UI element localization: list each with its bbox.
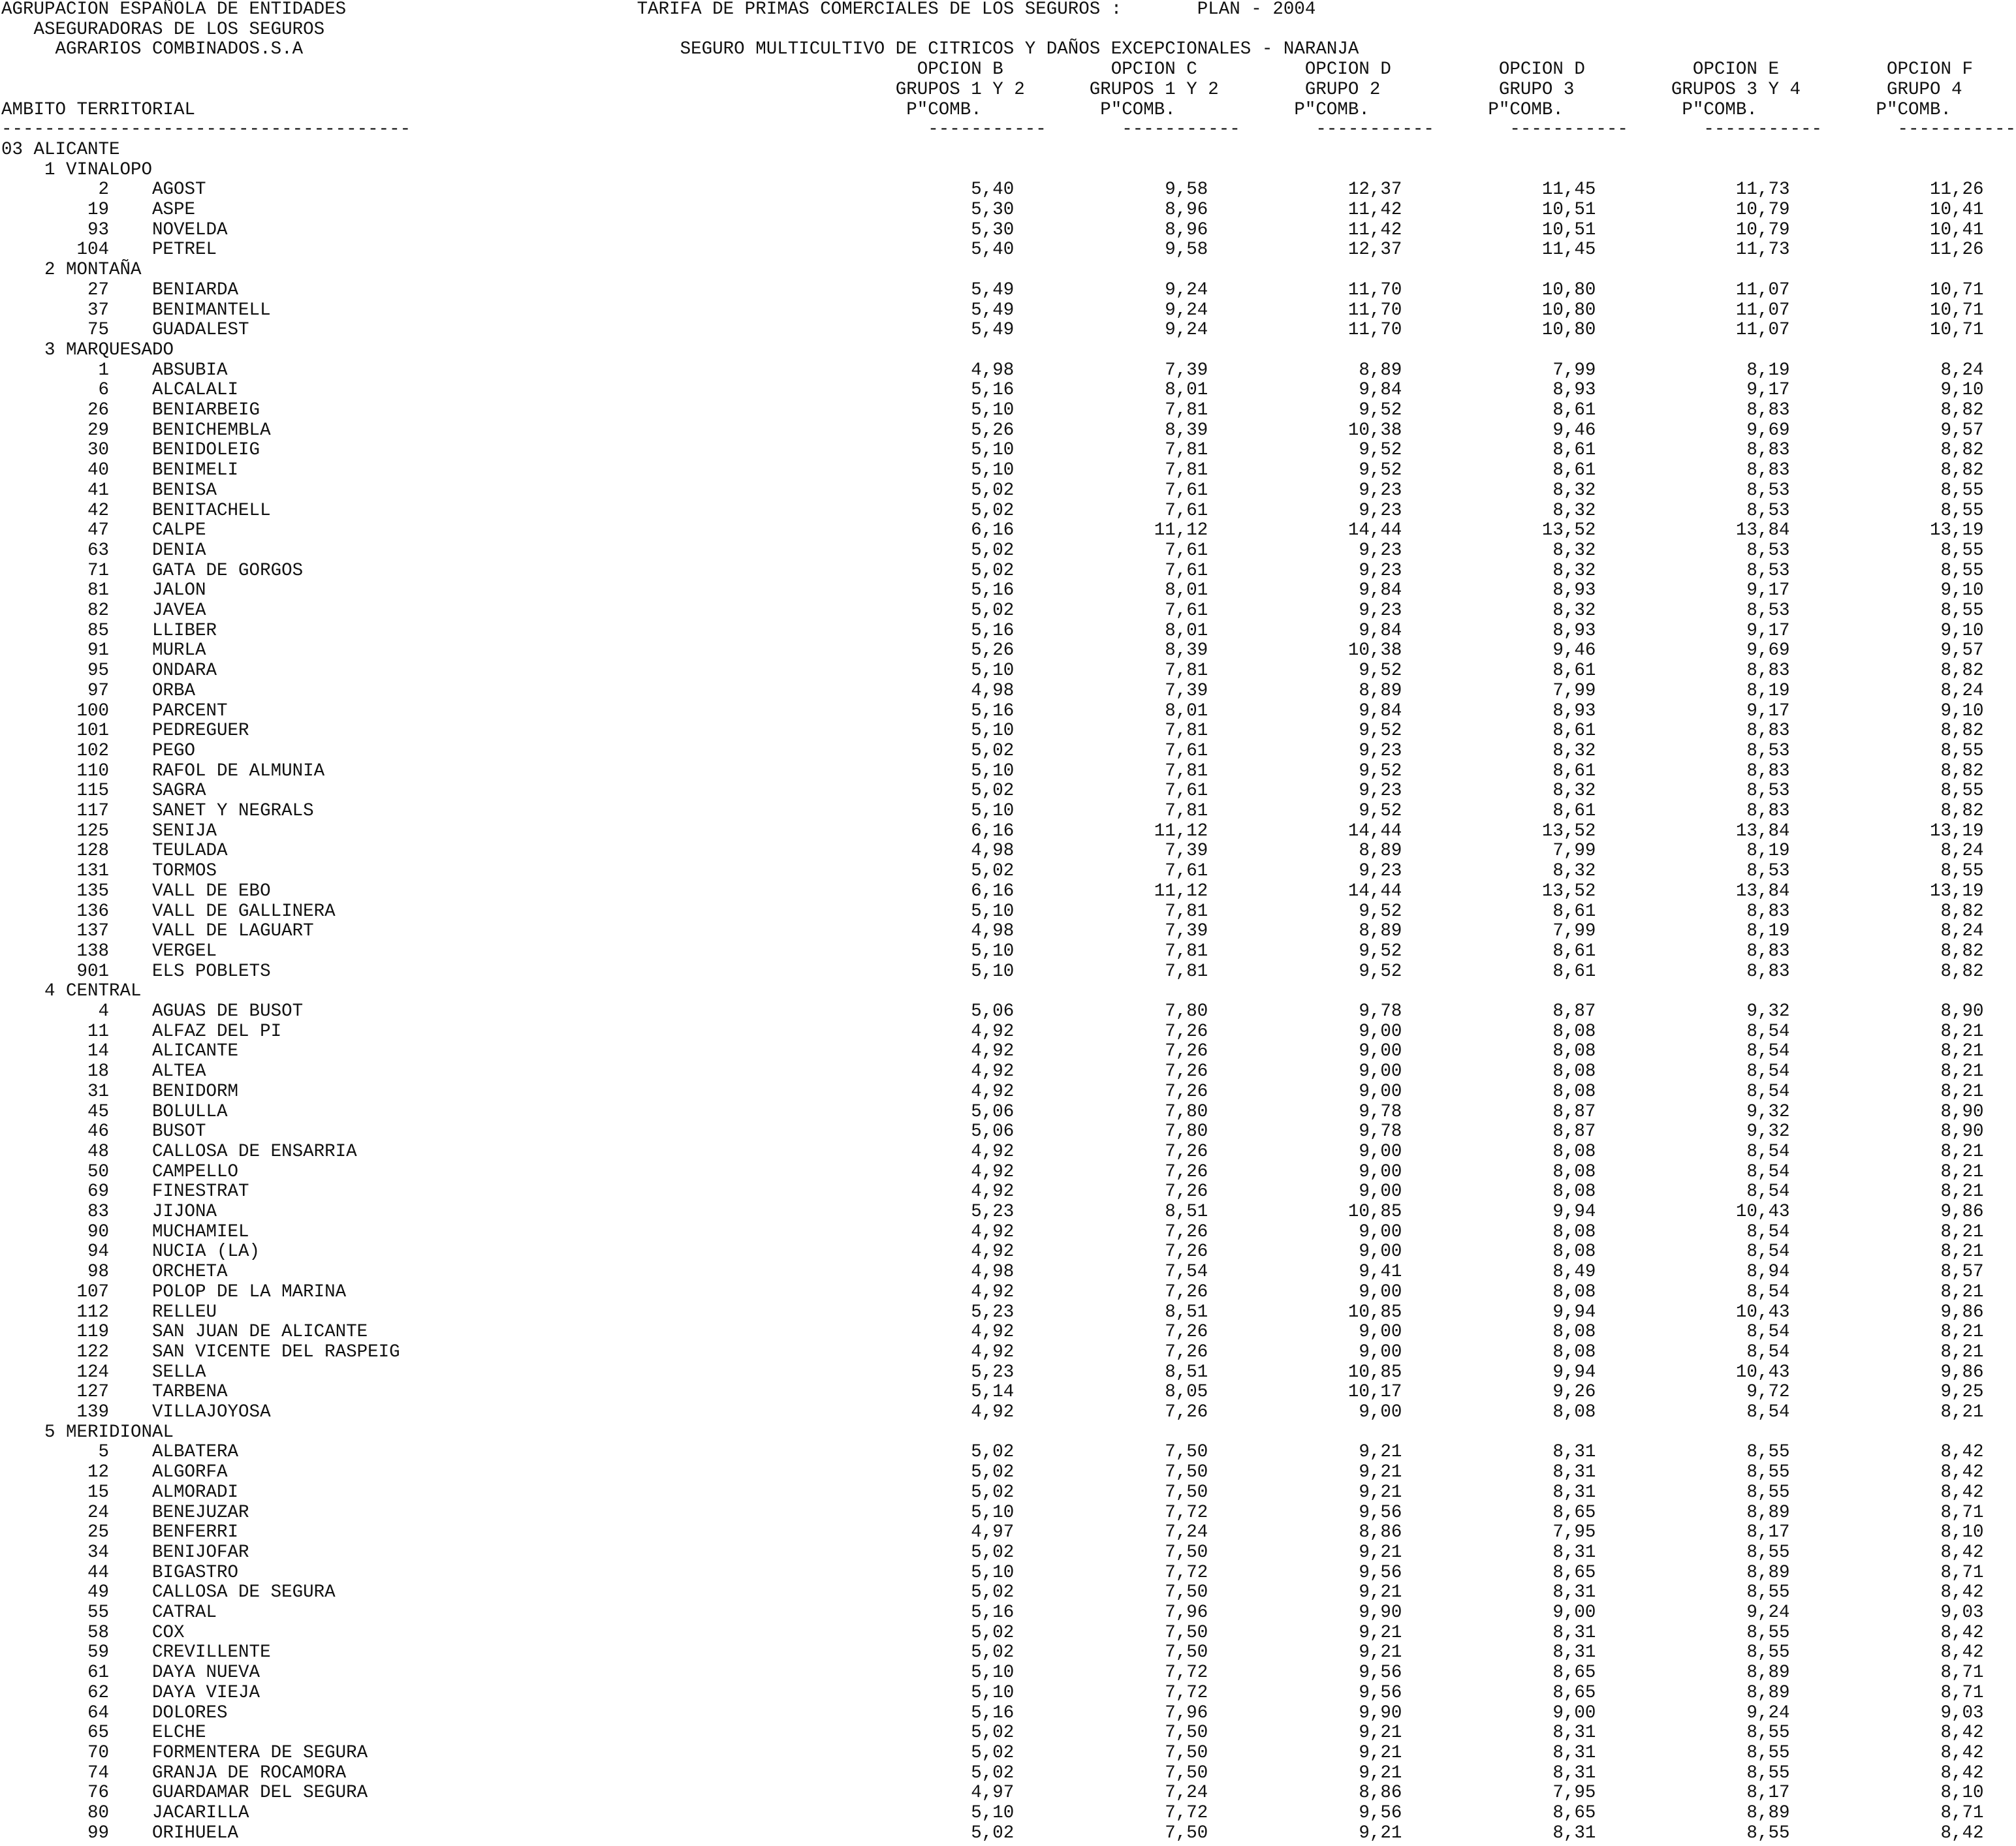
table-row: 45 BOLULLA 5,06 7,80 9,78 8,87 9,32 8,90 bbox=[1, 1101, 1984, 1122]
table-row: 128 TEULADA 4,98 7,39 8,89 7,99 8,19 8,24 bbox=[1, 841, 1984, 862]
table-row: 6 ALCALALI 5,16 8,01 9,84 8,93 9,17 9,10 bbox=[1, 380, 1984, 401]
column-header-options: OPCION B OPCION C OPCION D OPCION D OPCION E OPCION F bbox=[1, 59, 1973, 80]
comarca-heading: 2 MONTAÑA bbox=[1, 260, 142, 281]
table-row: 62 DAYA VIEJA 5,10 7,72 9,56 8,65 8,89 8,71 bbox=[1, 1682, 1984, 1703]
comarca-heading: 3 MARQUESADO bbox=[1, 339, 174, 360]
table-row: 119 SAN JUAN DE ALICANTE 4,92 7,26 9,00 8,08 8,54 8,21 bbox=[1, 1322, 1984, 1343]
table-row: 31 BENIDORM 4,92 7,26 9,00 8,08 8,54 8,21 bbox=[1, 1081, 1984, 1102]
table-row: 104 PETREL 5,40 9,58 12,37 11,45 11,73 11,26 bbox=[1, 240, 1984, 260]
header-line-2: ASEGURADORAS DE LOS SEGUROS bbox=[1, 19, 325, 40]
table-row: 81 JALON 5,16 8,01 9,84 8,93 9,17 9,10 bbox=[1, 580, 1984, 601]
table-row: 127 TARBENA 5,14 8,05 10,17 9,26 9,72 9,25 bbox=[1, 1382, 1984, 1403]
table-row: 58 COX 5,02 7,50 9,21 8,31 8,55 8,42 bbox=[1, 1622, 1984, 1643]
province-heading: 03 ALICANTE bbox=[1, 139, 120, 160]
table-row: 55 CATRAL 5,16 7,96 9,90 9,00 9,24 9,03 bbox=[1, 1603, 1984, 1623]
table-row: 102 PEGO 5,02 7,61 9,23 8,32 8,53 8,55 bbox=[1, 740, 1984, 761]
table-row: 117 SANET Y NEGRALS 5,10 7,81 9,52 8,61 8,83 8,82 bbox=[1, 801, 1984, 821]
table-row: 49 CALLOSA DE SEGURA 5,02 7,50 9,21 8,31 8,55 8,42 bbox=[1, 1582, 1984, 1603]
table-row: 12 ALGORFA 5,02 7,50 9,21 8,31 8,55 8,42 bbox=[1, 1462, 1984, 1483]
table-row: 63 DENIA 5,02 7,61 9,23 8,32 8,53 8,55 bbox=[1, 540, 1984, 561]
table-row: 14 ALICANTE 4,92 7,26 9,00 8,08 8,54 8,21 bbox=[1, 1041, 1984, 1062]
table-row: 95 ONDARA 5,10 7,81 9,52 8,61 8,83 8,82 bbox=[1, 661, 1984, 681]
table-row: 47 CALPE 6,16 11,12 14,44 13,52 13,84 13,19 bbox=[1, 520, 1984, 541]
table-row: 46 BUSOT 5,06 7,80 9,78 8,87 9,32 8,90 bbox=[1, 1121, 1984, 1142]
table-row: 122 SAN VICENTE DEL RASPEIG 4,92 7,26 9,00 8,08 8,54 8,21 bbox=[1, 1341, 1984, 1362]
table-row: 34 BENIJOFAR 5,02 7,50 9,21 8,31 8,55 8,42 bbox=[1, 1542, 1984, 1563]
table-row: 48 CALLOSA DE ENSARRIA 4,92 7,26 9,00 8,08 8,54 8,21 bbox=[1, 1141, 1984, 1162]
table-row: 24 BENEJUZAR 5,10 7,72 9,56 8,65 8,89 8,71 bbox=[1, 1502, 1984, 1523]
table-row: 18 ALTEA 4,92 7,26 9,00 8,08 8,54 8,21 bbox=[1, 1061, 1984, 1082]
table-row: 94 NUCIA (LA) 4,92 7,26 9,00 8,08 8,54 8,21 bbox=[1, 1242, 1984, 1262]
table-row: 83 JIJONA 5,23 8,51 10,85 9,94 10,43 9,86 bbox=[1, 1202, 1984, 1222]
table-row: 138 VERGEL 5,10 7,81 9,52 8,61 8,83 8,82 bbox=[1, 941, 1984, 962]
table-row: 37 BENIMANTELL 5,49 9,24 11,70 10,80 11,07 10,71 bbox=[1, 300, 1984, 321]
column-header-groups: GRUPOS 1 Y 2 GRUPOS 1 Y 2 GRUPO 2 GRUPO 3 GRUPOS 3 Y 4 GRUPO 4 bbox=[1, 79, 1962, 100]
header-line-3: AGRARIOS COMBINADOS.S.A SEGURO MULTICULTIVO DE CITRICOS Y DAÑOS EXCEPCIONALES - NARANJA bbox=[1, 39, 1359, 60]
table-row: 61 DAYA NUEVA 5,10 7,72 9,56 8,65 8,89 8,71 bbox=[1, 1663, 1984, 1683]
table-row: 131 TORMOS 5,02 7,61 9,23 8,32 8,53 8,55 bbox=[1, 861, 1984, 882]
table-row: 136 VALL DE GALLINERA 5,10 7,81 9,52 8,61 8,83 8,82 bbox=[1, 901, 1984, 922]
table-row: 50 CAMPELLO 4,92 7,26 9,00 8,08 8,54 8,21 bbox=[1, 1161, 1984, 1182]
table-row: 42 BENITACHELL 5,02 7,61 9,23 8,32 8,53 8,55 bbox=[1, 500, 1984, 521]
table-row: 901 ELS POBLETS 5,10 7,81 9,52 8,61 8,83 8,82 bbox=[1, 961, 1984, 982]
comarca-heading: 5 MERIDIONAL bbox=[1, 1422, 174, 1443]
table-row: 5 ALBATERA 5,02 7,50 9,21 8,31 8,55 8,42 bbox=[1, 1442, 1984, 1463]
table-row: 74 GRANJA DE ROCAMORA 5,02 7,50 9,21 8,31 8,55 8,42 bbox=[1, 1762, 1984, 1783]
table-row: 115 SAGRA 5,02 7,61 9,23 8,32 8,53 8,55 bbox=[1, 781, 1984, 802]
table-row: 101 PEDREGUER 5,10 7,81 9,52 8,61 8,83 8,82 bbox=[1, 721, 1984, 742]
table-row: 90 MUCHAMIEL 4,92 7,26 9,00 8,08 8,54 8,21 bbox=[1, 1221, 1984, 1242]
comarca-heading: 1 VINALOPO bbox=[1, 159, 153, 180]
table-row: 30 BENIDOLEIG 5,10 7,81 9,52 8,61 8,83 8,82 bbox=[1, 440, 1984, 461]
header-line-1: AGRUPACION ESPAÑOLA DE ENTIDADES TARIFA DE PRIMAS COMERCIALES DE LOS SEGUROS : PLAN - 2004 bbox=[1, 0, 1316, 20]
table-row: 26 BENIARBEIG 5,10 7,81 9,52 8,61 8,83 8,82 bbox=[1, 400, 1984, 420]
table-row: 11 ALFAZ DEL PI 4,92 7,26 9,00 8,08 8,54 8,21 bbox=[1, 1021, 1984, 1042]
table-row: 59 CREVILLENTE 5,02 7,50 9,21 8,31 8,55 8,42 bbox=[1, 1642, 1984, 1663]
table-row: 97 ORBA 4,98 7,39 8,89 7,99 8,19 8,24 bbox=[1, 680, 1984, 701]
table-row: 70 FORMENTERA DE SEGURA 5,02 7,50 9,21 8,31 8,55 8,42 bbox=[1, 1742, 1984, 1763]
table-row: 124 SELLA 5,23 8,51 10,85 9,94 10,43 9,86 bbox=[1, 1362, 1984, 1383]
table-row: 85 LLIBER 5,16 8,01 9,84 8,93 9,17 9,10 bbox=[1, 620, 1984, 641]
table-row: 76 GUARDAMAR DEL SEGURA 4,97 7,24 8,86 7,95 8,17 8,10 bbox=[1, 1783, 1984, 1804]
table-row: 29 BENICHEMBLA 5,26 8,39 10,38 9,46 9,69 9,57 bbox=[1, 420, 1984, 441]
table-row: 93 NOVELDA 5,30 8,96 11,42 10,51 10,79 10,41 bbox=[1, 219, 1984, 240]
table-row: 19 ASPE 5,30 8,96 11,42 10,51 10,79 10,41 bbox=[1, 200, 1984, 220]
table-row: 1 ABSUBIA 4,98 7,39 8,89 7,99 8,19 8,24 bbox=[1, 360, 1984, 381]
column-header-units: AMBITO TERRITORIAL P"COMB. P"COMB. P"COMB. P"COMB. P"COMB. P"COMB. bbox=[1, 99, 1951, 120]
table-row: 27 BENIARDA 5,49 9,24 11,70 10,80 11,07 10,71 bbox=[1, 279, 1984, 300]
table-row: 107 POLOP DE LA MARINA 4,92 7,26 9,00 8,08 8,54 8,21 bbox=[1, 1281, 1984, 1302]
table-row: 110 RAFOL DE ALMUNIA 5,10 7,81 9,52 8,61 8,83 8,82 bbox=[1, 760, 1984, 781]
comarca-heading: 4 CENTRAL bbox=[1, 981, 142, 1002]
table-row: 25 BENFERRI 4,97 7,24 8,86 7,95 8,17 8,10 bbox=[1, 1522, 1984, 1543]
table-row: 64 DOLORES 5,16 7,96 9,90 9,00 9,24 9,03 bbox=[1, 1702, 1984, 1723]
table-row: 125 SENIJA 6,16 11,12 14,44 13,52 13,84 13,19 bbox=[1, 821, 1984, 841]
table-row: 4 AGUAS DE BUSOT 5,06 7,80 9,78 8,87 9,32 8,90 bbox=[1, 1001, 1984, 1022]
table-row: 99 ORIHUELA 5,02 7,50 9,21 8,31 8,55 8,42 bbox=[1, 1823, 1984, 1843]
table-row: 69 FINESTRAT 4,92 7,26 9,00 8,08 8,54 8,21 bbox=[1, 1181, 1984, 1202]
table-row: 91 MURLA 5,26 8,39 10,38 9,46 9,69 9,57 bbox=[1, 640, 1984, 661]
table-row: 40 BENIMELI 5,10 7,81 9,52 8,61 8,83 8,82 bbox=[1, 460, 1984, 481]
header-divider: -------------------------------------- ----------- ----------- ----------- ----------- ----------- ----------- bbox=[1, 119, 2016, 140]
table-row: 137 VALL DE LAGUART 4,98 7,39 8,89 7,99 8,19 8,24 bbox=[1, 921, 1984, 942]
table-row: 135 VALL DE EBO 6,16 11,12 14,44 13,52 13,84 13,19 bbox=[1, 881, 1984, 901]
table-row: 100 PARCENT 5,16 8,01 9,84 8,93 9,17 9,10 bbox=[1, 700, 1984, 721]
table-row: 15 ALMORADI 5,02 7,50 9,21 8,31 8,55 8,42 bbox=[1, 1482, 1984, 1503]
table-row: 65 ELCHE 5,02 7,50 9,21 8,31 8,55 8,42 bbox=[1, 1723, 1984, 1744]
table-row: 44 BIGASTRO 5,10 7,72 9,56 8,65 8,89 8,71 bbox=[1, 1562, 1984, 1583]
table-row: 82 JAVEA 5,02 7,61 9,23 8,32 8,53 8,55 bbox=[1, 601, 1984, 621]
table-row: 75 GUADALEST 5,49 9,24 11,70 10,80 11,07 10,71 bbox=[1, 320, 1984, 341]
table-row: 2 AGOST 5,40 9,58 12,37 11,45 11,73 11,26 bbox=[1, 180, 1984, 200]
table-row: 139 VILLAJOYOSA 4,92 7,26 9,00 8,08 8,54 8,21 bbox=[1, 1402, 1984, 1422]
table-row: 98 ORCHETA 4,98 7,54 9,41 8,49 8,94 8,57 bbox=[1, 1262, 1984, 1283]
table-row: 80 JACARILLA 5,10 7,72 9,56 8,65 8,89 8,71 bbox=[1, 1803, 1984, 1823]
table-row: 41 BENISA 5,02 7,61 9,23 8,32 8,53 8,55 bbox=[1, 480, 1984, 501]
table-row: 112 RELLEU 5,23 8,51 10,85 9,94 10,43 9,86 bbox=[1, 1302, 1984, 1322]
table-row: 71 GATA DE GORGOS 5,02 7,61 9,23 8,32 8,53 8,55 bbox=[1, 560, 1984, 581]
